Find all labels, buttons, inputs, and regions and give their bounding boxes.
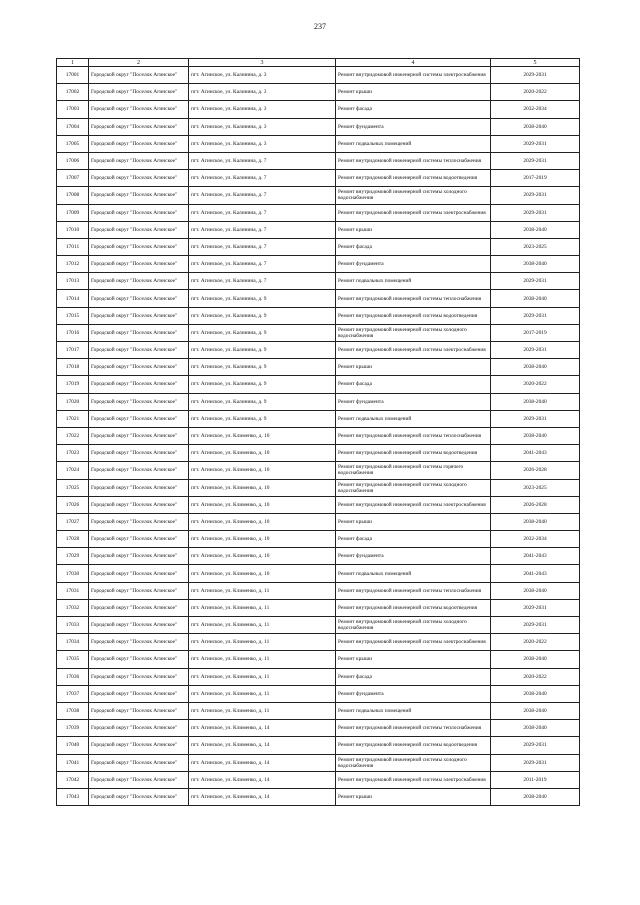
work-type-cell: Ремонт фундамента [336,256,491,273]
address-cell: пгт. Агинское, ул. Клименко, д. 10 [189,531,336,548]
work-type-cell: Ремонт внутридомовой инженерной системы теплоснабжения [336,427,491,444]
row-number-cell: 17035 [57,651,89,668]
table-row [57,445,580,462]
period-cell: 2023-2025 [491,238,580,255]
table-row [57,668,580,685]
period-cell: 2020-2022 [491,84,580,101]
work-type-cell: Ремонт подвальных помещений [336,410,491,427]
table-row [57,634,580,651]
work-type-cell: Ремонт крыши [336,513,491,530]
work-type-cell: Ремонт внутридомовой инженерной системы водоотведения [336,599,491,616]
work-type-cell: Ремонт внутридомовой инженерной системы холодного водоснабжения [336,754,491,771]
row-number-cell: 17032 [57,599,89,616]
municipality-cell: Городской округ "Поселок Агинское" [89,427,189,444]
work-type-cell: Ремонт внутридомовой инженерной системы холодного водоснабжения [336,324,491,341]
address-cell: пгт. Агинское, ул. Калинина, д. 9 [189,324,336,341]
municipality-cell: Городской округ "Поселок Агинское" [89,118,189,135]
row-number-cell: 17018 [57,359,89,376]
municipality-cell: Городской округ "Поселок Агинское" [89,685,189,702]
address-cell: пгт. Агинское, ул. Калинина, д. 7 [189,187,336,204]
table-row [57,290,580,307]
address-cell: пгт. Агинское, ул. Калинина, д. 9 [189,359,336,376]
address-cell: пгт. Агинское, ул. Клименко, д. 11 [189,702,336,719]
municipality-cell: Городской округ "Поселок Агинское" [89,788,189,805]
address-cell: пгт. Агинское, ул. Клименко, д. 14 [189,737,336,754]
table-row [57,342,580,359]
address-cell: пгт. Агинское, ул. Калинина, д. 9 [189,290,336,307]
page-number: 237 [314,22,326,31]
work-type-cell: Ремонт крыши [336,788,491,805]
period-cell: 2026-2028 [491,496,580,513]
work-type-cell: Ремонт внутридомовой инженерной системы теплоснабжения [336,582,491,599]
work-type-cell: Ремонт крыши [336,221,491,238]
row-number-cell: 17016 [57,324,89,341]
table-row [57,582,580,599]
work-type-cell: Ремонт внутридомовой инженерной системы электроснабжения [336,342,491,359]
table-row [57,376,580,393]
row-number-cell: 17039 [57,720,89,737]
address-cell: пгт. Агинское, ул. Калинина, д. 3 [189,67,336,84]
address-cell: пгт. Агинское, ул. Клименко, д. 14 [189,754,336,771]
table-row [57,427,580,444]
table-header-row [57,59,580,67]
period-cell: 2029-2031 [491,204,580,221]
municipality-cell: Городской округ "Поселок Агинское" [89,754,189,771]
address-cell: пгт. Агинское, ул. Клименко, д. 11 [189,668,336,685]
municipality-cell: Городской округ "Поселок Агинское" [89,617,189,634]
row-number-cell: 17040 [57,737,89,754]
municipality-cell: Городской округ "Поселок Агинское" [89,445,189,462]
row-number-cell: 17028 [57,531,89,548]
address-cell: пгт. Агинское, ул. Клименко, д. 10 [189,496,336,513]
address-cell: пгт. Агинское, ул. Клименко, д. 10 [189,427,336,444]
period-cell: 2029-2031 [491,307,580,324]
period-cell: 2038-2040 [491,720,580,737]
row-number-cell: 17005 [57,135,89,152]
table-row [57,513,580,530]
row-number-cell: 17002 [57,84,89,101]
municipality-cell: Городской округ "Поселок Агинское" [89,307,189,324]
period-cell: 2029-2031 [491,273,580,290]
period-cell: 2038-2040 [491,427,580,444]
row-number-cell: 17020 [57,393,89,410]
municipality-cell: Городской округ "Поселок Агинское" [89,101,189,118]
row-number-cell: 17009 [57,204,89,221]
municipality-cell: Городской округ "Поселок Агинское" [89,359,189,376]
address-cell: пгт. Агинское, ул. Клименко, д. 10 [189,445,336,462]
address-cell: пгт. Агинское, ул. Калинина, д. 3 [189,84,336,101]
municipality-cell: Городской округ "Поселок Агинское" [89,187,189,204]
header-cell: 5 [491,59,580,67]
municipality-cell: Городской округ "Поселок Агинское" [89,599,189,616]
period-cell: 2029-2031 [491,152,580,169]
work-type-cell: Ремонт крыши [336,651,491,668]
header-cell: 3 [189,59,336,67]
work-type-cell: Ремонт внутридомовой инженерной системы водоотведения [336,737,491,754]
table-row [57,720,580,737]
municipality-cell: Городской округ "Поселок Агинское" [89,256,189,273]
row-number-cell: 17010 [57,221,89,238]
municipality-cell: Городской округ "Поселок Агинское" [89,702,189,719]
row-number-cell: 17033 [57,617,89,634]
period-cell: 2011-2019 [491,771,580,788]
address-cell: пгт. Агинское, ул. Калинина, д. 3 [189,101,336,118]
period-cell: 2038-2040 [491,221,580,238]
period-cell: 2023-2025 [491,479,580,496]
row-number-cell: 17006 [57,152,89,169]
row-number-cell: 17026 [57,496,89,513]
table-row [57,67,580,84]
period-cell: 2038-2040 [491,118,580,135]
row-number-cell: 17019 [57,376,89,393]
municipality-cell: Городской округ "Поселок Агинское" [89,342,189,359]
period-cell: 2029-2031 [491,737,580,754]
municipality-cell: Городской округ "Поселок Агинское" [89,582,189,599]
table-row [57,410,580,427]
table-row [57,565,580,582]
municipality-cell: Городской округ "Поселок Агинское" [89,67,189,84]
work-type-cell: Ремонт фасада [336,101,491,118]
period-cell: 2029-2031 [491,187,580,204]
period-cell: 2029-2031 [491,754,580,771]
municipality-cell: Городской округ "Поселок Агинское" [89,496,189,513]
table-row [57,548,580,565]
work-type-cell: Ремонт внутридомовой инженерной системы электроснабжения [336,67,491,84]
work-type-cell: Ремонт внутридомовой инженерной системы водоотведения [336,445,491,462]
work-type-cell: Ремонт внутридомовой инженерной системы электроснабжения [336,634,491,651]
period-cell: 2029-2031 [491,342,580,359]
address-cell: пгт. Агинское, ул. Калинина, д. 9 [189,342,336,359]
work-type-cell: Ремонт фундамента [336,118,491,135]
table-row [57,651,580,668]
address-cell: пгт. Агинское, ул. Клименко, д. 11 [189,582,336,599]
row-number-cell: 17022 [57,427,89,444]
address-cell: пгт. Агинское, ул. Клименко, д. 10 [189,565,336,582]
period-cell: 2017-2019 [491,324,580,341]
address-cell: пгт. Агинское, ул. Клименко, д. 11 [189,599,336,616]
address-cell: пгт. Агинское, ул. Клименко, д. 10 [189,513,336,530]
address-cell: пгт. Агинское, ул. Калинина, д. 9 [189,393,336,410]
municipality-cell: Городской округ "Поселок Агинское" [89,651,189,668]
municipality-cell: Городской округ "Поселок Агинское" [89,393,189,410]
table-row [57,101,580,118]
work-type-cell: Ремонт внутридомовой инженерной системы электроснабжения [336,204,491,221]
period-cell: 2038-2040 [491,788,580,805]
work-type-cell: Ремонт внутридомовой инженерной системы теплоснабжения [336,290,491,307]
row-number-cell: 17007 [57,170,89,187]
period-cell: 2038-2040 [491,393,580,410]
table-row [57,170,580,187]
table-row [57,599,580,616]
row-number-cell: 17025 [57,479,89,496]
row-number-cell: 17037 [57,685,89,702]
row-number-cell: 17008 [57,187,89,204]
period-cell: 2038-2040 [491,685,580,702]
table-row [57,238,580,255]
table-row [57,359,580,376]
address-cell: пгт. Агинское, ул. Клименко, д. 14 [189,720,336,737]
row-number-cell: 17024 [57,462,89,479]
municipality-cell: Городской округ "Поселок Агинское" [89,668,189,685]
municipality-cell: Городской округ "Поселок Агинское" [89,462,189,479]
work-type-cell: Ремонт подвальных помещений [336,135,491,152]
address-cell: пгт. Агинское, ул. Клименко, д. 14 [189,771,336,788]
work-type-cell: Ремонт фундамента [336,548,491,565]
period-cell: 2041-2043 [491,548,580,565]
row-number-cell: 17029 [57,548,89,565]
row-number-cell: 17003 [57,101,89,118]
address-cell: пгт. Агинское, ул. Калинина, д. 7 [189,238,336,255]
row-number-cell: 17038 [57,702,89,719]
period-cell: 2038-2040 [491,702,580,719]
municipality-cell: Городской округ "Поселок Агинское" [89,479,189,496]
address-cell: пгт. Агинское, ул. Клименко, д. 14 [189,788,336,805]
period-cell: 2017-2019 [491,170,580,187]
table-row [57,307,580,324]
municipality-cell: Городской округ "Поселок Агинское" [89,634,189,651]
header-cell: 4 [336,59,491,67]
address-cell: пгт. Агинское, ул. Калинина, д. 9 [189,410,336,427]
municipality-cell: Городской округ "Поселок Агинское" [89,204,189,221]
row-number-cell: 17015 [57,307,89,324]
table-row [57,204,580,221]
table-row [57,771,580,788]
row-number-cell: 17012 [57,256,89,273]
row-number-cell: 17036 [57,668,89,685]
row-number-cell: 17011 [57,238,89,255]
municipality-cell: Городской округ "Поселок Агинское" [89,548,189,565]
address-cell: пгт. Агинское, ул. Клименко, д. 10 [189,479,336,496]
table-row [57,737,580,754]
row-number-cell: 17031 [57,582,89,599]
row-number-cell: 17023 [57,445,89,462]
address-cell: пгт. Агинское, ул. Клименко, д. 11 [189,685,336,702]
table-row [57,221,580,238]
work-type-cell: Ремонт фасада [336,238,491,255]
table-row [57,754,580,771]
row-number-cell: 17001 [57,67,89,84]
period-cell: 2038-2040 [491,256,580,273]
municipality-cell: Городской округ "Поселок Агинское" [89,376,189,393]
table-row [57,462,580,479]
period-cell: 2029-2031 [491,599,580,616]
header-cell: 2 [89,59,189,67]
municipality-cell: Городской округ "Поселок Агинское" [89,771,189,788]
table-row [57,617,580,634]
row-number-cell: 17034 [57,634,89,651]
period-cell: 2026-2028 [491,462,580,479]
municipality-cell: Городской округ "Поселок Агинское" [89,135,189,152]
work-type-cell: Ремонт крыши [336,84,491,101]
work-type-cell: Ремонт внутридомовой инженерной системы горячего водоснабжения [336,462,491,479]
table-row [57,135,580,152]
period-cell: 2029-2031 [491,67,580,84]
address-cell: пгт. Агинское, ул. Клименко, д. 10 [189,548,336,565]
municipality-cell: Городской округ "Поселок Агинское" [89,737,189,754]
period-cell: 2020-2022 [491,634,580,651]
table-row [57,479,580,496]
work-type-cell: Ремонт подвальных помещений [336,702,491,719]
address-cell: пгт. Агинское, ул. Клименко, д. 11 [189,617,336,634]
period-cell: 2029-2031 [491,617,580,634]
table-row [57,788,580,805]
period-cell: 2038-2040 [491,582,580,599]
work-type-cell: Ремонт фасада [336,531,491,548]
municipality-cell: Городской округ "Поселок Агинское" [89,410,189,427]
work-type-cell: Ремонт фундамента [336,393,491,410]
address-cell: пгт. Агинское, ул. Калинина, д. 7 [189,152,336,169]
work-type-cell: Ремонт внутридомовой инженерной системы водоотведения [336,307,491,324]
municipality-cell: Городской округ "Поселок Агинское" [89,720,189,737]
work-type-cell: Ремонт подвальных помещений [336,273,491,290]
address-cell: пгт. Агинское, ул. Калинина, д. 7 [189,256,336,273]
table-row [57,118,580,135]
period-cell: 2032-2034 [491,531,580,548]
work-type-cell: Ремонт подвальных помещений [336,565,491,582]
municipality-cell: Городской округ "Поселок Агинское" [89,221,189,238]
row-number-cell: 17013 [57,273,89,290]
address-cell: пгт. Агинское, ул. Калинина, д. 7 [189,204,336,221]
address-cell: пгт. Агинское, ул. Клименко, д. 11 [189,651,336,668]
table-row [57,187,580,204]
row-number-cell: 17030 [57,565,89,582]
period-cell: 2041-2043 [491,565,580,582]
table-row [57,393,580,410]
table-row [57,531,580,548]
address-cell: пгт. Агинское, ул. Калинина, д. 7 [189,273,336,290]
address-cell: пгт. Агинское, ул. Калинина, д. 3 [189,118,336,135]
table-row [57,324,580,341]
work-type-cell: Ремонт внутридомовой инженерной системы электроснабжения [336,496,491,513]
capital-repair-table [56,58,580,806]
address-cell: пгт. Агинское, ул. Калинина, д. 7 [189,170,336,187]
table-row [57,273,580,290]
municipality-cell: Городской округ "Поселок Агинское" [89,273,189,290]
work-type-cell: Ремонт внутридомовой инженерной системы водоотведения [336,170,491,187]
address-cell: пгт. Агинское, ул. Калинина, д. 9 [189,376,336,393]
work-type-cell: Ремонт внутридомовой инженерной системы холодного водоснабжения [336,479,491,496]
period-cell: 2020-2022 [491,376,580,393]
period-cell: 2038-2040 [491,651,580,668]
work-type-cell: Ремонт внутридомовой инженерной системы теплоснабжения [336,720,491,737]
municipality-cell: Городской округ "Поселок Агинское" [89,513,189,530]
period-cell: 2029-2031 [491,410,580,427]
period-cell: 2038-2040 [491,290,580,307]
address-cell: пгт. Агинское, ул. Клименко, д. 11 [189,634,336,651]
municipality-cell: Городской округ "Поселок Агинское" [89,238,189,255]
row-number-cell: 17017 [57,342,89,359]
table-body [57,59,580,806]
municipality-cell: Городской округ "Поселок Агинское" [89,290,189,307]
address-cell: пгт. Агинское, ул. Калинина, д. 9 [189,307,336,324]
period-cell: 2038-2040 [491,513,580,530]
work-type-cell: Ремонт внутридомовой инженерной системы электроснабжения [336,771,491,788]
municipality-cell: Городской округ "Поселок Агинское" [89,531,189,548]
row-number-cell: 17041 [57,754,89,771]
address-cell: пгт. Агинское, ул. Калинина, д. 3 [189,135,336,152]
row-number-cell: 17042 [57,771,89,788]
table-row [57,702,580,719]
period-cell: 2020-2022 [491,668,580,685]
table-row [57,256,580,273]
row-number-cell: 17027 [57,513,89,530]
municipality-cell: Городской округ "Поселок Агинское" [89,152,189,169]
address-cell: пгт. Агинское, ул. Клименко, д. 10 [189,462,336,479]
period-cell: 2038-2040 [491,359,580,376]
table-row [57,685,580,702]
work-type-cell: Ремонт фасада [336,376,491,393]
period-cell: 2032-2034 [491,101,580,118]
municipality-cell: Городской округ "Поселок Агинское" [89,324,189,341]
municipality-cell: Городской округ "Поселок Агинское" [89,84,189,101]
work-type-cell: Ремонт внутридомовой инженерной системы холодного водоснабжения [336,187,491,204]
address-cell: пгт. Агинское, ул. Калинина, д. 7 [189,221,336,238]
row-number-cell: 17043 [57,788,89,805]
work-type-cell: Ремонт фасада [336,668,491,685]
period-cell: 2029-2031 [491,135,580,152]
row-number-cell: 17014 [57,290,89,307]
table-row [57,84,580,101]
work-type-cell: Ремонт внутридомовой инженерной системы теплоснабжения [336,152,491,169]
work-type-cell: Ремонт внутридомовой инженерной системы холодного водоснабжения [336,617,491,634]
header-cell: 1 [57,59,89,67]
work-type-cell: Ремонт фундамента [336,685,491,702]
row-number-cell: 17021 [57,410,89,427]
table-row [57,496,580,513]
row-number-cell: 17004 [57,118,89,135]
work-type-cell: Ремонт крыши [336,359,491,376]
municipality-cell: Городской округ "Поселок Агинское" [89,565,189,582]
period-cell: 2041-2043 [491,445,580,462]
municipality-cell: Городской округ "Поселок Агинское" [89,170,189,187]
table-row [57,152,580,169]
